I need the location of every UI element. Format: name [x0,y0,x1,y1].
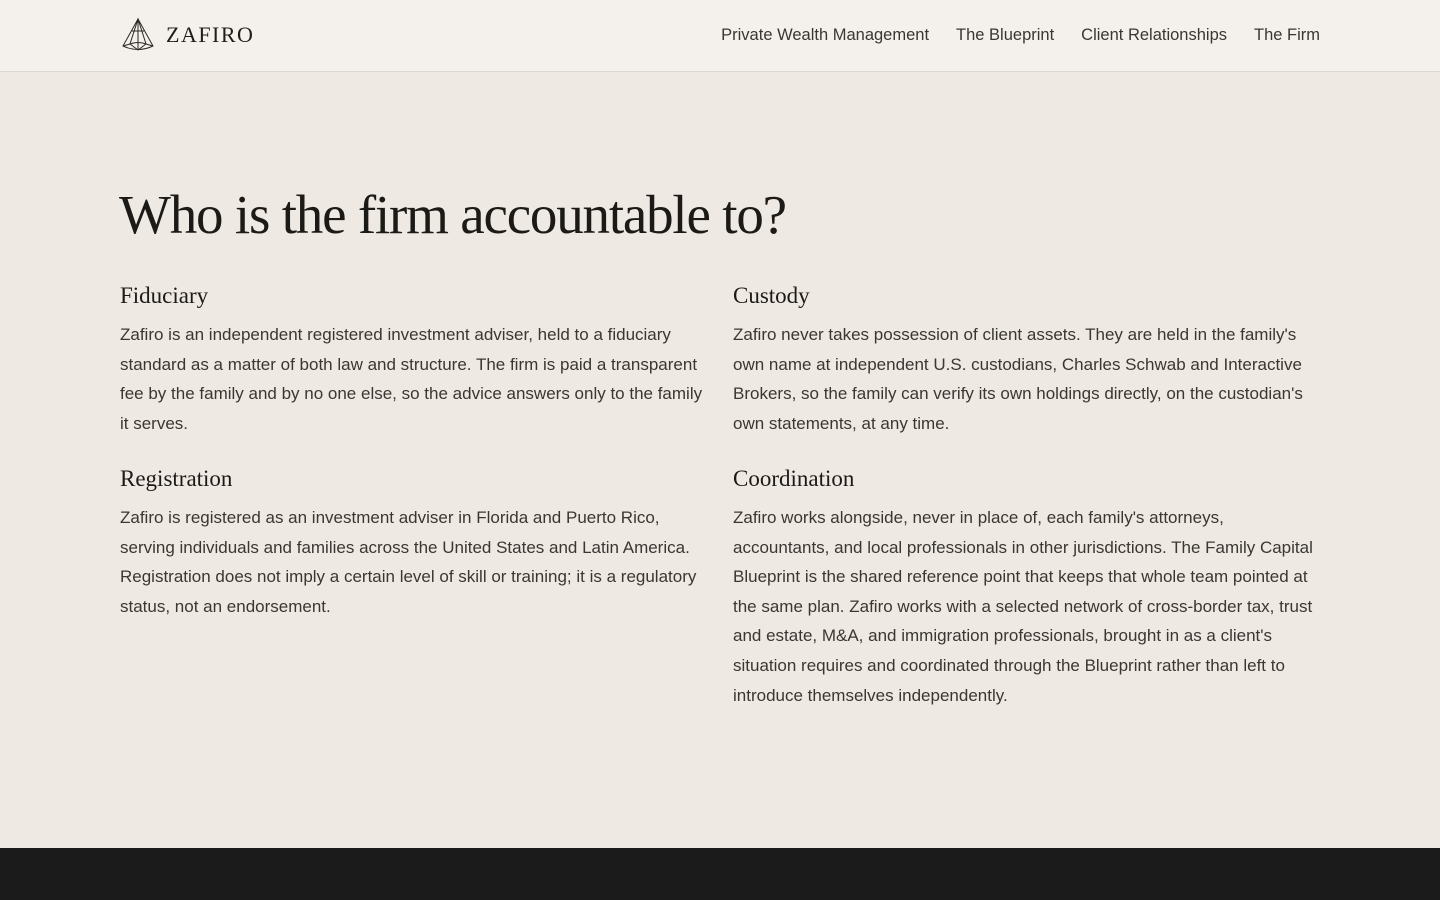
main-nav [721,22,1320,48]
brand-name: ZAFIRO [166,22,255,47]
nav-the-blueprint[interactable]: The Blueprint [956,26,1055,44]
site-header [0,0,1440,72]
section-title: Who is the firm accountable to? [119,184,786,245]
coordination-text: Zafiro works alongside, never in place of, each family's attorneys, accountants, and local professionals in other jurisdictions. The Family Capital Blueprint is the shared reference point that keeps that whole team pointed at the same plan. Zafiro works with a selected network of cross-border tax, trust and estate, M&A, and immigration professionals, brought in as a client's situation requires and coordinated through the Blueprint rather than left to introduce themselves independently. [733,508,1313,705]
coordination-block [733,464,1323,710]
registration-block [120,464,710,621]
custody-heading: Custody [733,283,810,308]
registration-text: Zafiro is registered as an investment adviser in Florida and Puerto Rico, serving individuals and families across the United States and Latin America. Registration does not imply a certain level of skill or training; it is a regulatory status, not an endorsement. [120,508,697,616]
fiduciary-text: Zafiro is an independent registered investment adviser, held to a fiduciary standard as a matter of both law and structure. The firm is paid a transparent fee by the family and by no one else, so the advice answers only to the family it serves. [120,325,703,433]
registration-heading: Registration [120,466,233,491]
nav-private-wealth-management[interactable]: Private Wealth Management [721,26,930,44]
custody-block [733,281,1323,438]
brand-logo-link[interactable] [120,17,254,53]
site-footer [0,848,1440,900]
custody-text: Zafiro never takes possession of client assets. They are held in the family's own name at independent U.S. custodians, Charles Schwab and Interactive Brokers, so the family can verify its own holdings directly, on the custodian's own statements, at any time. [733,325,1303,433]
gem-icon [120,17,156,53]
coordination-heading: Coordination [733,466,855,491]
nav-client-relationships[interactable]: Client Relationships [1081,26,1227,44]
nav-the-firm[interactable]: The Firm [1254,26,1320,44]
fiduciary-heading: Fiduciary [120,283,209,308]
fiduciary-block [120,281,710,438]
